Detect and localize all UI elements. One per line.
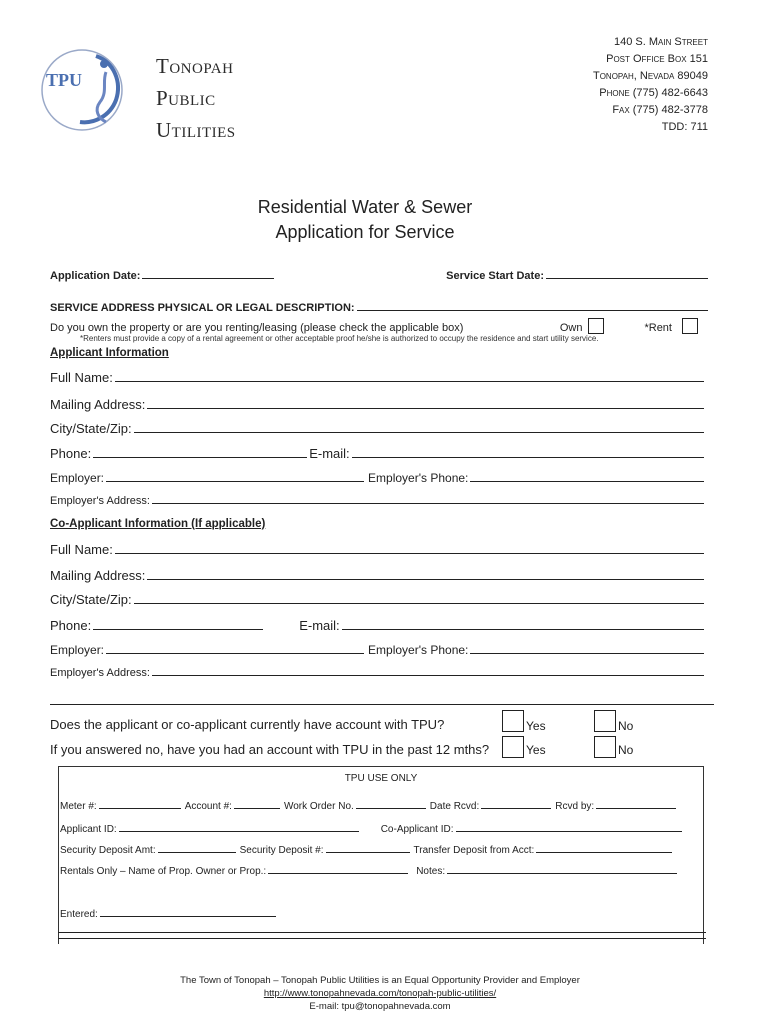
yes-label: Yes — [526, 719, 546, 733]
email-label: E-mail: — [309, 446, 350, 461]
employer-label: Employer: — [50, 471, 105, 485]
transfer-deposit-label: Transfer Deposit from Acct: — [413, 845, 535, 856]
office-row-3 — [60, 845, 676, 856]
co-applicant-mailing-row — [50, 568, 708, 583]
service-address-label: SERVICE ADDRESS PHYSICAL OR LEGAL DESCRIPTION: — [50, 302, 355, 314]
co-applicant-city-state-zip-field[interactable] — [134, 603, 704, 604]
phone-label: Phone: — [50, 618, 92, 633]
applicant-city-row — [50, 421, 708, 436]
form-title — [0, 195, 730, 245]
contact-email: E-mail: tpu@tonopahnevada.com — [309, 1001, 451, 1012]
renters-note: *Renters must provide a copy of a rental agreement or other acceptable proof he/she is authorized to occupy the residence and start utility service. — [80, 334, 599, 343]
mailing-address-block — [593, 34, 708, 136]
employer-phone-label: Employer's Phone: — [368, 471, 469, 485]
address-line: 140 S. Main Street — [614, 36, 708, 48]
applicant-phone-row — [50, 446, 708, 461]
office-row-5 — [60, 909, 280, 920]
tdd-line: TDD: 711 — [661, 121, 708, 133]
address-line: Post Office Box 151 — [606, 53, 708, 65]
past-account-question: If you answered no, have you had an account with TPU in the past 12 mths? — [50, 742, 490, 757]
mailing-address-label: Mailing Address: — [50, 568, 146, 583]
work-order-label: Work Order No. — [283, 801, 354, 812]
box-rule-bottom — [58, 938, 706, 939]
organization-name — [156, 50, 236, 146]
rcvd-by-label: Rcvd by: — [555, 801, 595, 812]
co-applicant-phone-row — [50, 618, 708, 633]
security-deposit-amt-label: Security Deposit Amt: — [60, 845, 156, 856]
co-applicant-id-field[interactable] — [456, 831, 682, 832]
co-applicant-employer-address-field[interactable] — [152, 675, 704, 676]
fax-line: Fax (775) 482-3778 — [612, 104, 708, 116]
email-label: E-mail: — [299, 618, 340, 633]
equal-opportunity-statement: The Town of Tonopah – Tonopah Public Utilities is an Equal Opportunity Provider and Employer — [180, 975, 580, 986]
past-account-yes-checkbox[interactable] — [502, 736, 524, 758]
no-label: No — [618, 743, 634, 757]
applicant-phone-field[interactable] — [93, 457, 307, 458]
office-row-4 — [60, 866, 681, 877]
current-account-no-checkbox[interactable] — [594, 710, 616, 732]
applicant-email-field[interactable] — [352, 457, 704, 458]
co-applicant-full-name-field[interactable] — [115, 553, 704, 554]
co-applicant-mailing-address-field[interactable] — [147, 579, 704, 580]
office-row-2 — [60, 824, 686, 835]
security-deposit-number-label: Security Deposit #: — [239, 845, 324, 856]
tpu-logo — [36, 42, 132, 138]
notes-label: Notes: — [416, 866, 446, 877]
employer-address-label: Employer's Address: — [50, 667, 150, 679]
security-deposit-number-field[interactable] — [326, 852, 410, 853]
entered-field[interactable] — [100, 916, 276, 917]
account-field[interactable] — [234, 808, 280, 809]
co-applicant-employer-field[interactable] — [106, 653, 364, 654]
box-rule-top — [58, 932, 706, 933]
date-row — [50, 270, 708, 282]
applicant-employer-address-field[interactable] — [152, 503, 704, 504]
employer-phone-label: Employer's Phone: — [368, 643, 469, 657]
employer-address-label: Employer's Address: — [50, 495, 150, 507]
employer-label: Employer: — [50, 643, 105, 657]
meter-field[interactable] — [99, 808, 181, 809]
entered-label: Entered: — [60, 909, 98, 920]
phone-label: Phone: — [50, 446, 92, 461]
address-line: Tonopah, Nevada 89049 — [592, 70, 708, 82]
city-state-zip-label: City/State/Zip: — [50, 592, 132, 607]
co-applicant-full-name-row — [50, 542, 708, 557]
org-name-line-3: Utilities — [156, 118, 236, 142]
service-address-row — [50, 302, 708, 314]
service-start-date-label: Service Start Date: — [446, 270, 544, 282]
rentals-only-label: Rentals Only – Name of Prop. Owner or Prop.: — [60, 866, 267, 877]
co-applicant-employer-phone-field[interactable] — [470, 653, 704, 654]
co-applicant-employer-address-row — [50, 667, 708, 679]
office-row-1 — [60, 801, 680, 812]
co-applicant-id-label: Co-Applicant ID: — [380, 824, 454, 835]
applicant-section-heading: Applicant Information — [50, 347, 169, 359]
rent-label: *Rent — [644, 322, 672, 334]
footer — [0, 974, 760, 1013]
past-account-no-checkbox[interactable] — [594, 736, 616, 758]
section-divider — [50, 704, 714, 705]
ownership-question: Do you own the property or are you renting/leasing (please check the applicable box) — [50, 322, 464, 334]
applicant-city-state-zip-field[interactable] — [134, 432, 704, 433]
application-date-label: Application Date: — [50, 270, 141, 282]
rcvd-by-field[interactable] — [596, 808, 676, 809]
rent-checkbox[interactable] — [682, 318, 698, 334]
property-owner-field[interactable] — [268, 873, 408, 874]
date-rcvd-field[interactable] — [481, 808, 551, 809]
work-order-field[interactable] — [356, 808, 426, 809]
applicant-employer-address-row — [50, 495, 708, 507]
security-deposit-amt-field[interactable] — [158, 852, 236, 853]
account-label: Account #: — [184, 801, 232, 812]
logo-text: TPU — [46, 70, 82, 90]
no-label: No — [618, 719, 634, 733]
ownership-row — [50, 318, 708, 334]
full-name-label: Full Name: — [50, 542, 113, 557]
form-title-line-2: Application for Service — [275, 222, 455, 242]
full-name-label: Full Name: — [50, 370, 113, 385]
co-applicant-city-row — [50, 592, 708, 607]
own-label: Own — [559, 322, 583, 334]
co-applicant-employer-row — [50, 643, 708, 657]
applicant-full-name-field[interactable] — [115, 381, 704, 382]
applicant-mailing-address-field[interactable] — [147, 408, 704, 409]
applicant-mailing-row — [50, 397, 708, 412]
notes-field[interactable] — [447, 873, 677, 874]
date-rcvd-label: Date Rcvd: — [429, 801, 480, 812]
service-address-field[interactable] — [357, 310, 708, 311]
applicant-employer-row — [50, 471, 708, 485]
yes-label: Yes — [526, 743, 546, 757]
meter-label: Meter #: — [60, 801, 97, 812]
current-account-yes-checkbox[interactable] — [502, 710, 524, 732]
co-applicant-email-field[interactable] — [342, 629, 704, 630]
applicant-employer-phone-field[interactable] — [470, 481, 704, 482]
city-state-zip-label: City/State/Zip: — [50, 421, 132, 436]
service-start-date-field[interactable] — [546, 278, 708, 279]
current-account-question: Does the applicant or co-applicant currently have account with TPU? — [50, 717, 445, 732]
website-link[interactable]: http://www.tonopahnevada.com/tonopah-public-utilities/ — [263, 988, 497, 999]
own-checkbox[interactable] — [588, 318, 604, 334]
applicant-id-field[interactable] — [119, 831, 359, 832]
co-applicant-phone-field[interactable] — [93, 629, 263, 630]
transfer-deposit-field[interactable] — [536, 852, 672, 853]
phone-line: Phone (775) 482-6643 — [599, 87, 708, 99]
application-date-field[interactable] — [142, 278, 274, 279]
applicant-employer-field[interactable] — [106, 481, 364, 482]
form-title-line-1: Residential Water & Sewer — [257, 197, 473, 217]
applicant-id-label: Applicant ID: — [60, 824, 117, 835]
mailing-address-label: Mailing Address: — [50, 397, 146, 412]
applicant-full-name-row — [50, 370, 708, 385]
tpu-use-only-title: TPU USE ONLY — [344, 773, 418, 784]
org-name-line-2: Public — [156, 86, 216, 110]
org-name-line-1: Tonopah — [156, 54, 234, 78]
co-applicant-section-heading: Co-Applicant Information (If applicable) — [50, 518, 266, 530]
